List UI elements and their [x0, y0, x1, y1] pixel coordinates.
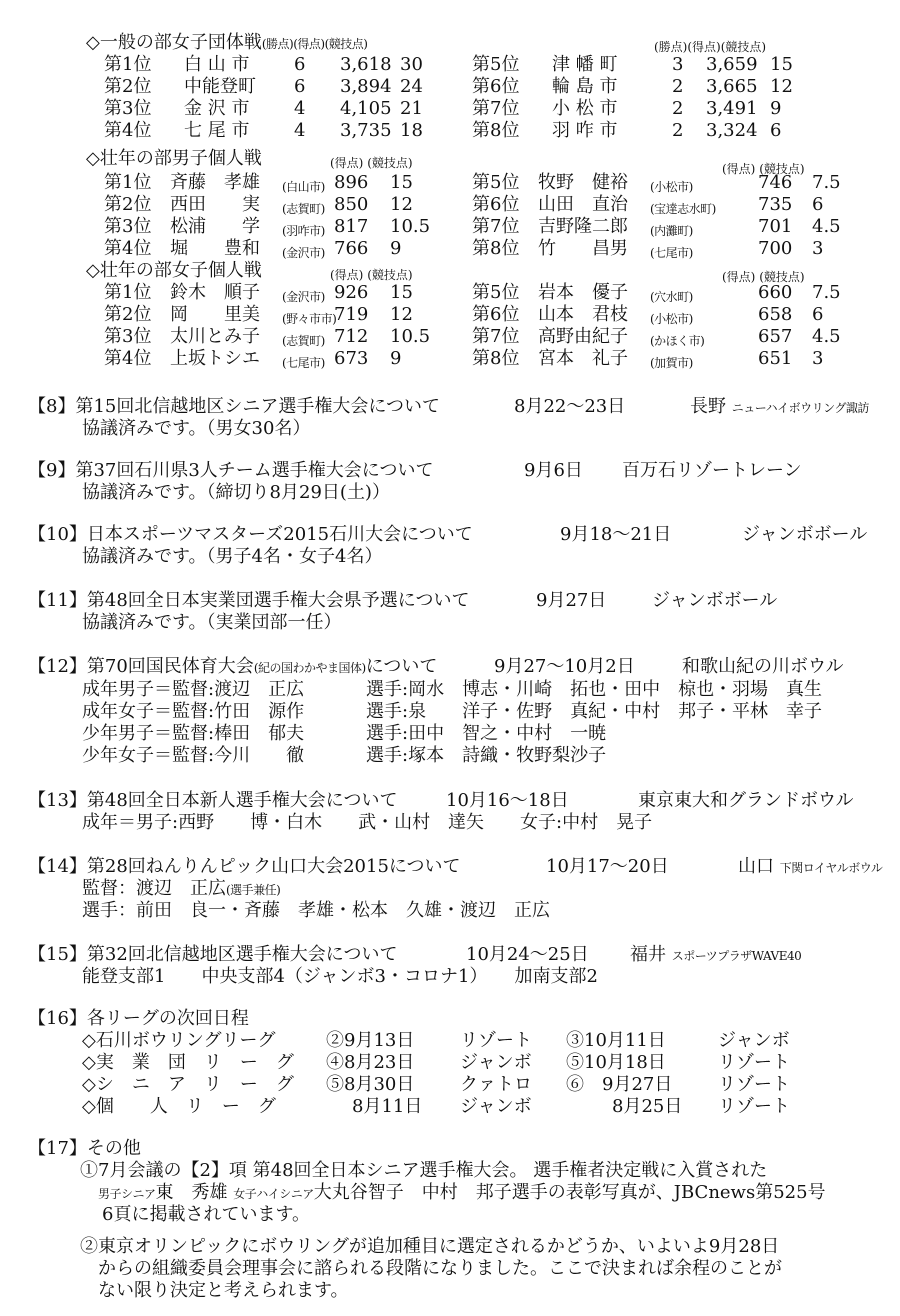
rank-label: 第2位 [104, 194, 152, 215]
league-date-a: ②9月13日 [326, 1030, 415, 1051]
score-value: 719 [334, 304, 369, 325]
wins-value: 4 [294, 120, 306, 141]
senior-men-headers-right: (得点) (競技点) [722, 162, 805, 176]
senior-men-title: ◇壮年の部男子個人戦 [86, 148, 262, 169]
points-value: 3 [812, 348, 824, 369]
item-12-line: 成年男子＝監督:渡辺 正広 [82, 679, 305, 700]
rank-label: 第5位 [472, 54, 520, 75]
points-value: 12 [390, 304, 413, 325]
club-name: (内灘町) [650, 224, 693, 238]
senior-women-title: ◇壮年の部女子個人戦 [86, 260, 262, 281]
points-value: 6 [770, 120, 782, 141]
score-value: 4,105 [340, 98, 392, 119]
points-value: 15 [390, 282, 413, 303]
score-value: 850 [334, 194, 369, 215]
item-title: その他 [86, 1138, 141, 1159]
club-name: (志賀町) [282, 202, 325, 216]
item-number: 【8】 [28, 396, 76, 417]
score-value: 3,894 [340, 76, 392, 97]
league-name: ◇個 人 リ ー グ [82, 1096, 276, 1117]
women-team-headers: (勝点)(得点)(競技点) [261, 37, 368, 51]
item-title: 日本スポーツマスターズ2015石川大会について [86, 524, 473, 545]
score-value: 3,618 [340, 54, 392, 75]
item-11-note: 協議済みです。（実業団部一任） [82, 612, 342, 633]
rank-label: 第4位 [104, 348, 152, 369]
item-10 [28, 524, 473, 546]
rank-label: 第7位 [472, 216, 520, 237]
points-value: 6 [812, 304, 824, 325]
league-venue-a: リゾート [460, 1030, 532, 1051]
league-venue-a: クァトロ [460, 1074, 532, 1095]
wins-value: 3 [672, 54, 684, 75]
points-value: 30 [400, 54, 423, 75]
item-10-note: 協議済みです。（男子4名・女子4名） [82, 546, 383, 567]
score-value: 3,735 [340, 120, 392, 141]
item-title: 各リーグの次回日程 [86, 1008, 249, 1029]
team-name: 金 沢 市 [184, 98, 250, 119]
points-value: 7.5 [812, 282, 841, 303]
club-name: (金沢市) [282, 290, 325, 304]
women-team-title: ◇一般の部女子団体戦(勝点)(得点)(競技点) [86, 32, 368, 53]
points-value: 12 [770, 76, 793, 97]
points-value: 9 [770, 98, 782, 119]
player-name: 宮本 礼子 [538, 348, 628, 369]
club-name: (宝達志水町) [650, 202, 716, 216]
team-name: 小 松 市 [552, 98, 618, 119]
player-name: 岡 里美 [170, 304, 260, 325]
league-name: ◇石川ボウリングリーグ [82, 1030, 276, 1051]
item-17-p2-line3: ない限り決定と考えられます。 [98, 1280, 349, 1301]
item-15-venue: 福井 スポーツプラザWAVE40 [630, 944, 802, 965]
team-name: 白 山 市 [184, 54, 250, 75]
senior-women-headers-right: (得点) (競技点) [722, 270, 805, 284]
club-name: (加賀市) [650, 356, 693, 370]
item-13-venue: 東京東大和グランドボウル [638, 790, 854, 811]
league-venue-a: ジャンボ [460, 1052, 532, 1073]
score-value: 673 [334, 348, 369, 369]
rank-label: 第6位 [472, 76, 520, 97]
item-14-coach: 監督：渡辺 正広(選手兼任) [82, 878, 281, 899]
item-8-date: 8月22～23日 [514, 396, 626, 417]
club-name: (七尾市) [650, 246, 693, 260]
league-date-b: ③10月11日 [566, 1030, 666, 1051]
item-9-venue: 百万石リゾートレーン [622, 460, 802, 481]
team-name: 輪 島 市 [552, 76, 618, 97]
wins-value: 2 [672, 120, 684, 141]
club-name: (小松市) [650, 312, 693, 326]
league-venue-b: リゾート [718, 1052, 790, 1073]
club-name: (金沢市) [282, 246, 325, 260]
club-name: (白山市) [282, 180, 325, 194]
score-value: 651 [758, 348, 793, 369]
rank-label: 第1位 [104, 282, 152, 303]
item-number: 【14】 [28, 856, 87, 877]
item-number: 【11】 [28, 590, 87, 611]
points-value: 4.5 [812, 216, 841, 237]
item-11 [28, 590, 469, 612]
league-date-b: ⑥ 9月27日 [566, 1074, 673, 1095]
score-value: 766 [334, 238, 369, 259]
wins-value: 2 [672, 76, 684, 97]
score-value: 700 [758, 238, 793, 259]
points-value: 9 [390, 348, 402, 369]
item-12: 【12】第70回国民体育大会(紀の国わかやま国体)について [28, 656, 438, 677]
league-date-b: 8月25日 [612, 1096, 683, 1117]
club-name: (小松市) [650, 180, 693, 194]
item-17 [28, 1138, 141, 1160]
points-value: 15 [390, 172, 413, 193]
club-name: (羽咋市) [282, 224, 325, 238]
item-10-venue: ジャンボボール [742, 524, 868, 545]
score-value: 926 [334, 282, 369, 303]
player-name: 斉藤 孝雄 [170, 172, 260, 193]
points-value: 3 [812, 238, 824, 259]
score-value: 658 [758, 304, 793, 325]
points-value: 9 [390, 238, 402, 259]
team-name: 七 尾 市 [184, 120, 250, 141]
item-number: 【17】 [28, 1138, 87, 1159]
item-number: 【13】 [28, 790, 87, 811]
score-value: 3,324 [706, 120, 758, 141]
rank-label: 第8位 [472, 348, 520, 369]
team-name: 中能登町 [184, 76, 256, 97]
item-13 [28, 790, 397, 812]
rank-label: 第3位 [104, 98, 152, 119]
rank-label: 第2位 [104, 304, 152, 325]
player-name: 山本 君枝 [538, 304, 628, 325]
points-value: 10.5 [390, 216, 431, 237]
league-name: ◇実 業 団 リ ー グ [82, 1052, 294, 1073]
league-date-a: 8月11日 [352, 1096, 423, 1117]
rank-label: 第1位 [104, 172, 152, 193]
rank-label: 第6位 [472, 304, 520, 325]
rank-label: 第6位 [472, 194, 520, 215]
league-date-a: ⑤8月30日 [326, 1074, 415, 1095]
item-12-players: 選手:田中 智之・中村 一暁 [366, 723, 607, 744]
score-value: 3,665 [706, 76, 758, 97]
points-value: 24 [400, 76, 423, 97]
item-17-p1-line3: 6頁に掲載されています。 [102, 1204, 311, 1225]
player-name: 堀 豊和 [170, 238, 260, 259]
team-name: 津 幡 町 [552, 54, 618, 75]
item-12-players: 選手:岡水 博志・川崎 拓也・田中 椋也・羽場 真生 [366, 679, 823, 700]
item-17-p1-line1: ①7月会議の【2】項 第48回全日本シニア選手権大会。 選手権者決定戦に入賞された [80, 1160, 768, 1181]
item-title: 第28回ねんりんピック山口大会2015について [86, 856, 461, 877]
club-name: (志賀町) [282, 334, 325, 348]
points-value: 10.5 [390, 326, 431, 347]
item-16 [28, 1008, 249, 1030]
score-value: 657 [758, 326, 793, 347]
rank-label: 第5位 [472, 172, 520, 193]
wins-value: 4 [294, 98, 306, 119]
league-name: ◇シ ニ ア リ ー グ [82, 1074, 294, 1095]
item-number: 【15】 [28, 944, 87, 965]
item-9-note: 協議済みです。（締切り8月29日(土)） [82, 482, 390, 503]
item-13-note: 成年＝男子:西野 博・白木 武・山村 達矢 女子:中村 晃子 [82, 812, 653, 833]
wins-value: 2 [672, 98, 684, 119]
points-value: 7.5 [812, 172, 841, 193]
rank-label: 第3位 [104, 326, 152, 347]
points-value: 15 [770, 54, 793, 75]
item-12-date: 9月27～10月2日 [494, 656, 635, 677]
item-title: 第37回石川県3人チーム選手権大会について [75, 460, 434, 481]
item-17-p1-line2: 男子シニア東 秀雄 女子ハイシニア大丸谷智子 中村 邦子選手の表彰写真が、JBCnews第525号 [98, 1182, 826, 1203]
item-10-date: 9月18～21日 [560, 524, 672, 545]
wins-value: 6 [294, 76, 306, 97]
item-14-players: 選手：前田 良一・斉藤 孝雄・松本 久雄・渡辺 正広 [82, 900, 550, 921]
item-15-date: 10月24～25日 [466, 944, 589, 965]
item-title: 第32回北信越地区選手権大会について [86, 944, 398, 965]
player-name: 太川とみ子 [170, 326, 260, 347]
player-name: 吉野隆二郎 [538, 216, 628, 237]
rank-label: 第7位 [472, 98, 520, 119]
item-number: 【12】 [28, 656, 87, 677]
player-name: 牧野 健裕 [538, 172, 628, 193]
item-14 [28, 856, 461, 878]
points-value: 21 [400, 98, 423, 119]
item-12-line: 少年女子＝監督:今川 徹 [82, 745, 305, 766]
item-15 [28, 944, 397, 966]
player-name: 高野由紀子 [538, 326, 628, 347]
item-title: 第70回国民体育大会 [86, 656, 254, 677]
player-name: 松浦 学 [170, 216, 260, 237]
item-9 [28, 460, 433, 482]
league-venue-b: リゾート [718, 1074, 790, 1095]
item-9-date: 9月6日 [524, 460, 583, 481]
score-value: 896 [334, 172, 369, 193]
item-14-venue: 山口 下関ロイヤルボウル [738, 856, 883, 877]
points-value: 18 [400, 120, 423, 141]
item-15-note: 能登支部1 中央支部4（ジャンボ3・コロナ1） 加南支部2 [82, 966, 598, 987]
points-value: 6 [812, 194, 824, 215]
score-value: 3,659 [706, 54, 758, 75]
rank-label: 第4位 [104, 120, 152, 141]
score-value: 746 [758, 172, 793, 193]
item-8 [28, 396, 440, 418]
club-name: (かほく市) [650, 334, 705, 348]
item-8-note: 協議済みです。（男女30名） [82, 418, 311, 439]
score-value: 701 [758, 216, 793, 237]
item-title: 第15回北信越地区シニア選手権大会について [75, 396, 440, 417]
score-value: 817 [334, 216, 369, 237]
item-title: 第48回全日本新人選手権大会について [86, 790, 398, 811]
rank-label: 第3位 [104, 216, 152, 237]
league-venue-b: リゾート [718, 1096, 790, 1117]
item-number: 【10】 [28, 524, 87, 545]
player-name: 鈴木 順子 [170, 282, 260, 303]
rank-label: 第7位 [472, 326, 520, 347]
rank-label: 第8位 [472, 238, 520, 259]
item-title: 第48回全日本実業団選手権大会県予選について [86, 590, 470, 611]
rank-label: 第1位 [104, 54, 152, 75]
player-name: 上坂トシエ [170, 348, 260, 369]
item-13-date: 10月16～18日 [446, 790, 569, 811]
item-12-players: 選手:泉 洋子・佐野 真紀・中村 邦子・平林 幸子 [366, 701, 823, 722]
player-name: 岩本 優子 [538, 282, 628, 303]
item-11-date: 9月27日 [536, 590, 607, 611]
item-8-venue: 長野 ニューハイボウリング諏訪 [690, 396, 869, 417]
item-11-venue: ジャンボボール [652, 590, 778, 611]
club-name: (穴水町) [650, 290, 693, 304]
item-17-p2-line1: ②東京オリンピックにボウリングが追加種目に選定されるかどうか、いよいよ9月28日 [80, 1236, 780, 1257]
player-name: 竹 昌男 [538, 238, 628, 259]
item-14-date: 10月17～20日 [546, 856, 669, 877]
senior-men-headers-left: (得点) (競技点) [330, 156, 413, 170]
item-12-line: 成年女子＝監督:竹田 源作 [82, 701, 305, 722]
item-12-venue: 和歌山紀の川ボウル [682, 656, 844, 677]
player-name: 西田 実 [170, 194, 260, 215]
score-value: 712 [334, 326, 369, 347]
rank-label: 第2位 [104, 76, 152, 97]
league-date-a: ④8月23日 [326, 1052, 415, 1073]
team-name: 羽 咋 市 [552, 120, 618, 141]
club-name: (七尾市) [282, 356, 325, 370]
score-value: 660 [758, 282, 793, 303]
senior-women-headers-left: (得点) (競技点) [330, 268, 413, 282]
item-number: 【9】 [28, 460, 76, 481]
women-team-headers-right: (勝点)(得点)(競技点) [654, 40, 767, 54]
points-value: 12 [390, 194, 413, 215]
rank-label: 第5位 [472, 282, 520, 303]
item-17-p2-line2: からの組織委員会理事会に諮られる段階になりました。ここで決まれば余程のことが [98, 1258, 782, 1279]
rank-label: 第4位 [104, 238, 152, 259]
league-venue-b: ジャンボ [718, 1030, 790, 1051]
club-name: (野々市市) [282, 312, 337, 326]
score-value: 3,491 [706, 98, 758, 119]
league-date-b: ⑤10月18日 [566, 1052, 666, 1073]
rank-label: 第8位 [472, 120, 520, 141]
wins-value: 6 [294, 54, 306, 75]
score-value: 735 [758, 194, 793, 215]
league-venue-a: ジャンボ [460, 1096, 532, 1117]
item-12-players: 選手:塚本 詩織・牧野梨沙子 [366, 745, 607, 766]
item-number: 【16】 [28, 1008, 87, 1029]
points-value: 4.5 [812, 326, 841, 347]
player-name: 山田 直治 [538, 194, 628, 215]
item-12-line: 少年男子＝監督:棒田 郁夫 [82, 723, 305, 744]
